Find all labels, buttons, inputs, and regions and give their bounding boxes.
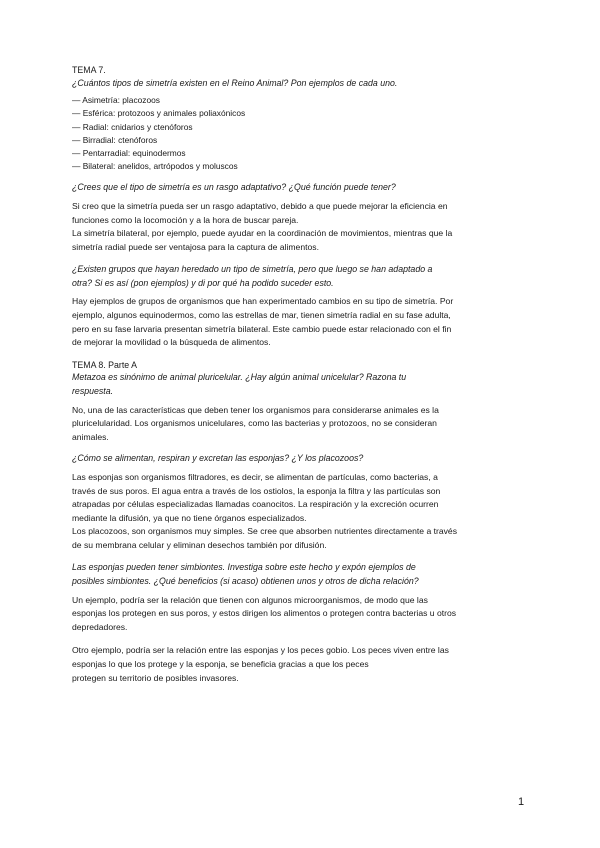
answer-line: través de sus poros. El agua entra a través de los ostiolos, la esponja la filtra y las partículas son: [72, 485, 441, 496]
tema8-answer-3b: [72, 644, 528, 685]
document-page: [72, 64, 528, 685]
page-number: 1: [518, 796, 525, 808]
answer-line: mediante la difusión, ya que no tiene órganos especializados.: [72, 512, 307, 523]
list-item: — Pentarradial: equinodermos: [72, 147, 186, 158]
tema8-title: TEMA 8. Parte A: [72, 359, 138, 370]
answer-line: Un ejemplo, podría ser la relación que tienen con algunos microorganismos, de modo que las: [72, 594, 428, 605]
list-item: — Birradial: ctenóforos: [72, 134, 158, 145]
question-line: ¿Existen grupos que hayan heredado un tipo de simetría, pero que luego se han adaptado a: [72, 264, 433, 275]
answer-line: esponjas los protegen en sus poros, y estos dirigen los alimentos o protegen contra bacterias u otros: [72, 608, 457, 619]
answer-line: Las esponjas son organismos filtradores, es decir, se alimentan de partículas, como bacterias, a: [72, 471, 438, 482]
answer-line: atrapadas por células especializadas llamadas coanocitos. La respiración y la excreción ocurren: [72, 499, 439, 510]
answer-line: Hay ejemplos de grupos de organismos que han experimentado cambios en su tipo de simetría. Por: [72, 296, 454, 307]
answer-line: Otro ejemplo, podría ser la relación entre las esponjas y los peces gobio. Los peces viven entre las: [72, 645, 449, 656]
answer-line: Los placozoos, son organismos muy simples. Se cree que absorben nutrientes directamente a través: [72, 526, 458, 537]
symmetry-list: [72, 94, 528, 173]
question-line: Las esponjas pueden tener simbiontes. Investiga sobre este hecho y expón ejemplos de: [72, 562, 416, 573]
list-item: — Esférica: protozoos y animales poliaxónicos: [72, 108, 246, 119]
answer-line: La simetría bilateral, por ejemplo, puede ayudar en la coordinación de movimientos, mientras que la: [72, 228, 453, 239]
answer-line: de mejorar la movilidad o la búsqueda de alimentos.: [72, 337, 271, 348]
answer-line: Si creo que la simetría pueda ser un rasgo adaptativo, debido a que puede mejorar la eficiencia en: [72, 200, 448, 211]
answer-line: animales.: [72, 431, 109, 442]
question-line: Metazoa es sinónimo de animal pluricelular. ¿Hay algún animal unicelular? Razona tu: [72, 372, 407, 383]
question-line: respuesta.: [72, 385, 114, 396]
answer-line: protegen su territorio de posibles invasores.: [72, 672, 239, 683]
tema8-answer-1: [72, 404, 528, 445]
tema8-question-3: [72, 561, 528, 588]
question-line: posibles simbiontes. ¿Qué beneficios (si acaso) obtienen unos y otros de dicha relación?: [72, 576, 419, 587]
answer-line: pero en su fase larvaria presentan simetría bilateral. Este cambio puede estar relacionado con el fin: [72, 323, 452, 334]
list-item: — Radial: cnidarios y ctenóforos: [72, 121, 193, 132]
answer-line: depredadores.: [72, 621, 128, 632]
tema7-title: TEMA 7.: [72, 65, 106, 75]
answer-line: No, una de las características que deben tener los organismos para considerarse animales es la: [72, 404, 439, 415]
question-line: otra? Si es así (pon ejemplos) y di por qué ha podido suceder esto.: [72, 277, 334, 288]
answer-line: funciones como la locomoción y a la hora de buscar pareja.: [72, 214, 299, 225]
answer-line: simetría radial puede ser ventajosa para la captura de alimentos.: [72, 241, 319, 252]
answer-line: pluricelularidad. Los organismos unicelulares, como las bacterias y protozoos, no se consideran: [72, 418, 437, 429]
tema8-answer-3a: [72, 594, 528, 635]
tema8-answer-2: [72, 471, 528, 553]
list-item: — Bilateral: anelidos, artrópodos y moluscos: [72, 161, 238, 172]
tema7-answer-2: [72, 200, 528, 254]
tema8-question-2: ¿Cómo se alimentan, respiran y excretan las esponjas? ¿Y los placozoos?: [72, 453, 364, 464]
tema7-question-3: [72, 263, 528, 290]
tema7-question-2: ¿Crees que el tipo de simetría es un rasgo adaptativo? ¿Qué función puede tener?: [72, 182, 396, 193]
answer-line: de su membrana celular y eliminan desechos también por difusión.: [72, 539, 327, 550]
list-item: — Asimetría: placozoos: [72, 95, 160, 106]
answer-line: esponjas lo que los protege y la esponja, se beneficia gracias a que los peces: [72, 659, 369, 670]
answer-line: ejemplo, algunos equinodermos, como las estrellas de mar, tienen simetría radial en su fase adulta,: [72, 310, 451, 321]
tema7-answer-3: [72, 295, 528, 349]
tema7-question-1: ¿Cuántos tipos de simetría existen en el Reino Animal? Pon ejemplos de cada uno.: [72, 77, 398, 88]
tema8-question-1: [72, 371, 528, 398]
